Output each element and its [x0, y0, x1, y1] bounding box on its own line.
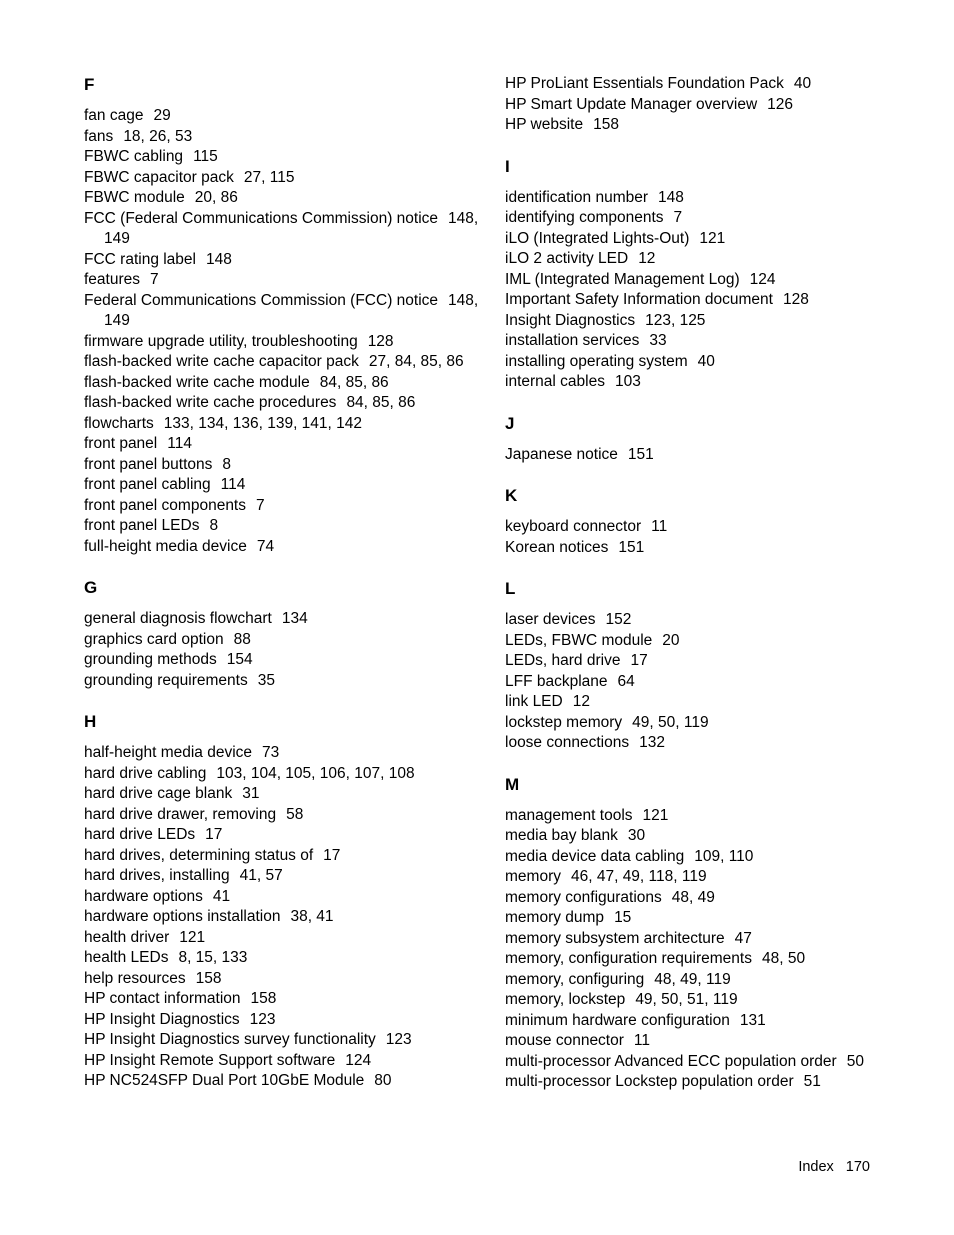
index-entry — [505, 692, 925, 713]
entry-term: iLO (Integrated Lights-Out) — [505, 229, 690, 247]
entry-pages: 132 — [639, 734, 665, 751]
entry-term: fan cage — [84, 107, 144, 124]
index-entry — [84, 188, 504, 209]
entry-term: half-height media device — [84, 744, 253, 761]
entry-pages: 33 — [649, 332, 667, 349]
index-entry — [84, 1010, 504, 1031]
index-entry — [84, 270, 504, 291]
entry-term: internal cables — [505, 373, 605, 390]
index-entry — [505, 990, 925, 1011]
entry-term: help resources — [84, 969, 186, 987]
entry-term: memory, lockstep — [505, 991, 626, 1008]
index-entry — [84, 805, 504, 826]
index-entry — [505, 867, 925, 888]
entry-term: full-height media device — [84, 537, 247, 555]
entry-pages: 58 — [286, 805, 304, 823]
entry-pages: 109, 110 — [694, 847, 754, 865]
entry-term: hardware options installation — [84, 908, 281, 925]
entry-pages: 27, 84, 85, 86 — [368, 353, 464, 370]
entry-term: front panel cabling — [84, 476, 211, 493]
index-entry — [505, 929, 925, 950]
entry-term: HP ProLiant Essentials Foundation Pack — [505, 75, 784, 92]
index-entry — [505, 651, 925, 672]
entry-pages: 17 — [630, 652, 648, 669]
entry-pages: 121 — [179, 928, 206, 946]
entry-pages: 114 — [167, 435, 192, 452]
index-section — [505, 578, 925, 754]
index-entry — [84, 168, 504, 189]
entry-pages: 158 — [195, 969, 222, 987]
entry-pages: 8, 15, 133 — [178, 949, 248, 966]
entry-term: Japanese notice — [505, 445, 618, 463]
index-entry — [84, 209, 504, 250]
entry-pages: 115 — [193, 148, 218, 165]
index-entry — [505, 1052, 925, 1073]
entry-pages: 41 — [212, 887, 231, 905]
index-entry — [505, 95, 925, 116]
entry-term: front panel — [84, 435, 158, 452]
index-entry — [505, 188, 925, 209]
entry-pages: 30 — [627, 827, 646, 844]
section-letter-heading: M — [505, 774, 520, 794]
entry-term: grounding methods — [84, 651, 217, 668]
entry-term: multi-processor Advanced ECC population order — [505, 1052, 837, 1070]
entry-pages: 80 — [374, 1072, 392, 1089]
entry-pages: 40 — [697, 352, 715, 370]
index-entry — [84, 393, 504, 414]
entry-term: HP Insight Diagnostics — [84, 1010, 240, 1028]
entry-pages: 124 — [749, 270, 776, 288]
entry-term: memory subsystem architecture — [505, 929, 725, 947]
entry-pages: 11 — [633, 1032, 650, 1049]
entry-term: memory dump — [505, 909, 605, 926]
entry-pages: 148 — [206, 250, 232, 268]
entry-pages: 128 — [782, 291, 809, 308]
entry-term: flash-backed write cache capacitor pack — [84, 353, 359, 370]
entry-pages: 84, 85, 86 — [346, 394, 416, 411]
entry-term: memory, configuration requirements — [505, 950, 752, 967]
entry-term: LEDs, FBWC module — [505, 631, 653, 649]
index-section — [84, 577, 504, 691]
index-entry — [84, 969, 504, 990]
entry-pages: 88 — [233, 630, 251, 648]
entry-pages: 148 — [658, 188, 684, 206]
entry-term: Important Safety Information document — [505, 291, 773, 308]
entry-pages: 8 — [209, 517, 219, 534]
entry-pages: 123 — [249, 1010, 276, 1028]
entry-pages: 133, 134, 136, 139, 141, 142 — [163, 414, 363, 432]
index-entry — [505, 713, 925, 734]
entry-pages: 20, 86 — [194, 189, 238, 206]
index-section — [84, 74, 504, 557]
entry-term: front panel LEDs — [84, 517, 200, 534]
entry-pages: 123, 125 — [645, 311, 706, 329]
index-entry — [84, 1030, 504, 1051]
index-entry — [505, 352, 925, 373]
index-section — [505, 413, 925, 466]
index-column-right — [505, 74, 925, 1093]
index-entry — [505, 115, 925, 136]
entry-term: health driver — [84, 928, 170, 946]
entry-term: FBWC cabling — [84, 148, 184, 165]
index-entry — [505, 538, 925, 559]
entry-pages: 73 — [262, 744, 280, 761]
entry-pages: 50 — [846, 1052, 864, 1070]
entry-pages: 17 — [323, 846, 341, 864]
index-entry — [84, 373, 504, 394]
index-entry — [84, 1051, 504, 1072]
entry-pages: 148, 149 — [104, 209, 479, 247]
entry-term: flash-backed write cache procedures — [84, 394, 337, 411]
index-entry — [84, 127, 504, 148]
entry-pages: 131 — [739, 1011, 766, 1029]
entry-pages: 12 — [638, 250, 656, 267]
entry-pages: 158 — [593, 116, 619, 133]
entry-term: management tools — [505, 806, 633, 824]
entry-pages: 84, 85, 86 — [319, 373, 389, 391]
index-entry — [84, 147, 504, 168]
entry-term: flash-backed write cache module — [84, 373, 310, 391]
entry-pages: 38, 41 — [290, 908, 334, 925]
entry-term: installing operating system — [505, 352, 688, 370]
index-entry — [84, 414, 504, 435]
index-entry — [84, 948, 504, 969]
entry-pages: 29 — [153, 107, 171, 124]
entry-term: laser devices — [505, 611, 596, 628]
index-entry — [84, 537, 504, 558]
index-entry — [505, 847, 925, 868]
entry-pages: 151 — [618, 538, 645, 556]
index-entry — [84, 496, 504, 517]
entry-pages: 11 — [651, 518, 668, 535]
entry-pages: 48, 49 — [671, 888, 715, 906]
entry-pages: 121 — [699, 229, 726, 247]
entry-term: front panel buttons — [84, 455, 213, 473]
index-entry — [505, 372, 925, 393]
entry-term: HP Smart Update Manager overview — [505, 95, 758, 113]
index-entry — [505, 631, 925, 652]
entry-pages: 49, 50, 119 — [632, 713, 709, 731]
index-section — [505, 74, 925, 136]
entry-pages: 124 — [345, 1051, 372, 1069]
section-letter-heading: H — [84, 712, 97, 731]
index-entry — [505, 908, 925, 929]
section-spacer — [505, 558, 925, 578]
section-letter-heading: G — [84, 578, 98, 597]
index-entry — [84, 743, 504, 764]
entry-term: hard drive cabling — [84, 764, 207, 782]
index-entry — [84, 671, 504, 692]
index-entry — [505, 249, 925, 270]
index-entry — [505, 733, 925, 754]
entry-term: LFF backplane — [505, 672, 608, 690]
entry-term: Federal Communications Commission (FCC) notice — [84, 291, 439, 309]
index-column-left — [84, 74, 504, 1092]
index-entry — [84, 352, 504, 373]
entry-term: link LED — [505, 693, 563, 710]
index-entry — [505, 331, 925, 352]
index-entry — [505, 311, 925, 332]
entry-term: memory configurations — [505, 888, 662, 906]
entry-term: HP Insight Remote Support software — [84, 1051, 336, 1069]
entry-term: fans — [84, 127, 114, 145]
index-entry — [84, 106, 504, 127]
index-entry — [505, 888, 925, 909]
section-spacer — [505, 393, 925, 413]
index-entry — [505, 1072, 925, 1093]
index-entry — [84, 455, 504, 476]
entry-pages: 40 — [793, 75, 812, 92]
entry-pages: 103, 104, 105, 106, 107, 108 — [216, 764, 415, 782]
entry-pages: 64 — [617, 672, 635, 690]
entry-pages: 20 — [662, 631, 680, 649]
index-entry — [84, 630, 504, 651]
index-entry — [505, 949, 925, 970]
entry-term: mouse connector — [505, 1032, 624, 1049]
entry-term: loose connections — [505, 734, 630, 751]
entry-pages: 47 — [734, 929, 752, 947]
entry-pages: 154 — [226, 651, 253, 668]
entry-term: installation services — [505, 332, 640, 349]
entry-term: HP NC524SFP Dual Port 10GbE Module — [84, 1072, 365, 1089]
entry-term: grounding requirements — [84, 671, 248, 689]
entry-term: general diagnosis flowchart — [84, 610, 272, 627]
entry-pages: 7 — [256, 496, 265, 514]
entry-term: hard drives, installing — [84, 867, 230, 884]
entry-pages: 48, 49, 119 — [654, 970, 731, 988]
index-entry — [84, 784, 504, 805]
entry-term: FBWC module — [84, 189, 185, 206]
entry-pages: 152 — [605, 611, 632, 628]
index-entry — [505, 290, 925, 311]
entry-term: HP contact information — [84, 990, 241, 1007]
entry-term: HP Insight Diagnostics survey functionality — [84, 1031, 376, 1048]
entry-pages: 114 — [220, 476, 246, 493]
section-spacer — [505, 136, 925, 156]
index-entry — [84, 907, 504, 928]
entry-pages: 12 — [572, 693, 590, 710]
entry-term: features — [84, 271, 141, 288]
index-entry — [505, 208, 925, 229]
index-entry — [505, 1011, 925, 1032]
entry-pages: 48, 50 — [761, 950, 806, 967]
index-section — [505, 156, 925, 393]
entry-term: FBWC capacitor pack — [84, 168, 234, 186]
entry-pages: 121 — [642, 806, 669, 824]
index-entry — [84, 989, 504, 1010]
index-section — [505, 774, 925, 1093]
index-entry — [505, 1031, 925, 1052]
entry-pages: 51 — [803, 1073, 821, 1090]
entry-pages: 123 — [385, 1031, 412, 1048]
entry-term: FCC rating label — [84, 250, 196, 268]
section-spacer — [505, 754, 925, 774]
entry-term: HP website — [505, 116, 584, 133]
entry-term: iLO 2 activity LED — [505, 250, 629, 267]
entry-pages: 8 — [222, 455, 232, 473]
entry-pages: 15 — [614, 909, 632, 926]
entry-pages: 7 — [150, 271, 159, 288]
entry-term: Korean notices — [505, 538, 609, 556]
entry-term: identification number — [505, 188, 649, 206]
entry-term: media device data cabling — [505, 847, 685, 865]
index-entry — [505, 970, 925, 991]
index-entry — [84, 609, 504, 630]
entry-pages: 126 — [767, 95, 794, 113]
entry-term: hard drive drawer, removing — [84, 805, 277, 823]
section-letter-heading: I — [505, 156, 510, 176]
index-entry — [84, 434, 504, 455]
entry-term: lockstep memory — [505, 713, 623, 731]
index-section — [505, 485, 925, 558]
entry-pages: 148, 149 — [104, 291, 479, 329]
entry-pages: 41, 57 — [239, 867, 283, 884]
entry-term: hardware options — [84, 887, 203, 905]
index-entry — [84, 516, 504, 537]
index-entry — [84, 332, 504, 353]
index-entry — [84, 291, 504, 332]
entry-term: hard drive LEDs — [84, 826, 196, 843]
index-entry — [505, 517, 925, 538]
section-letter-heading: F — [84, 75, 95, 94]
section-spacer — [84, 691, 504, 711]
entry-term: IML (Integrated Management Log) — [505, 270, 740, 288]
index-entry — [505, 270, 925, 291]
index-entry — [84, 1071, 504, 1092]
entry-pages: 18, 26, 53 — [123, 127, 193, 145]
entry-pages: 151 — [627, 445, 654, 463]
index-entry — [505, 806, 925, 827]
entry-term: Insight Diagnostics — [505, 311, 636, 329]
entry-pages: 158 — [250, 990, 277, 1007]
entry-pages: 31 — [242, 785, 260, 802]
entry-term: hard drives, determining status of — [84, 846, 314, 864]
index-entry — [84, 764, 504, 785]
section-letter-heading: J — [505, 413, 515, 433]
entry-pages: 134 — [281, 610, 308, 627]
index-entry — [505, 445, 925, 466]
entry-term: health LEDs — [84, 949, 169, 966]
entry-term: media bay blank — [505, 827, 618, 844]
entry-term: keyboard connector — [505, 518, 642, 535]
page-number: 170 — [845, 1159, 870, 1175]
entry-pages: 27, 115 — [243, 168, 295, 186]
section-spacer — [84, 557, 504, 577]
index-section — [84, 711, 504, 1092]
index-entry — [84, 250, 504, 271]
entry-term: flowcharts — [84, 414, 154, 432]
entry-pages: 103 — [614, 373, 641, 390]
index-entry — [84, 825, 504, 846]
entry-term: minimum hardware configuration — [505, 1011, 730, 1029]
entry-pages: 49, 50, 51, 119 — [635, 991, 738, 1008]
entry-pages: 7 — [673, 209, 683, 226]
entry-term: identifying components — [505, 209, 664, 226]
entry-term: LEDs, hard drive — [505, 652, 621, 669]
section-letter-heading: K — [505, 486, 518, 505]
footer-label: Index — [798, 1159, 834, 1175]
entry-term: multi-processor Lockstep population order — [505, 1073, 794, 1090]
index-entry — [505, 672, 925, 693]
index-entry — [84, 475, 504, 496]
index-entry — [505, 610, 925, 631]
entry-term: memory, configuring — [505, 970, 645, 988]
entry-term: memory — [505, 868, 561, 885]
index-entry — [505, 74, 925, 95]
entry-term: FCC (Federal Communications Commission) notice — [84, 209, 439, 227]
entry-term: firmware upgrade utility, troubleshooting — [84, 332, 358, 350]
entry-pages: 128 — [367, 332, 394, 350]
page-footer — [798, 1158, 870, 1176]
entry-pages: 35 — [257, 671, 275, 689]
index-entry — [505, 229, 925, 250]
section-letter-heading: L — [505, 579, 516, 598]
index-entry — [84, 928, 504, 949]
index-entry — [505, 826, 925, 847]
entry-term: hard drive cage blank — [84, 785, 233, 802]
entry-pages: 17 — [205, 826, 223, 843]
index-entry — [84, 650, 504, 671]
section-spacer — [505, 465, 925, 485]
entry-pages: 74 — [256, 537, 275, 555]
index-entry — [84, 887, 504, 908]
entry-term: graphics card option — [84, 630, 224, 648]
index-entry — [84, 846, 504, 867]
entry-term: front panel components — [84, 496, 246, 514]
index-entry — [84, 866, 504, 887]
entry-pages: 46, 47, 49, 118, 119 — [570, 868, 707, 885]
